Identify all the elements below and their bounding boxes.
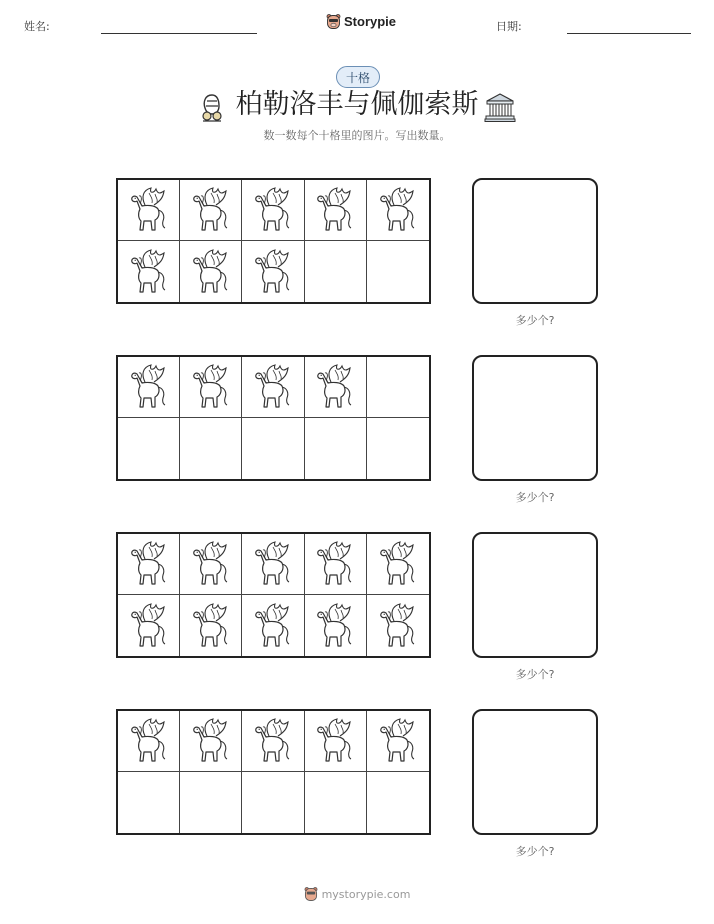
ten-frame-cell	[242, 772, 304, 833]
pegasus-icon	[251, 247, 295, 297]
ten-frame-cell	[305, 595, 367, 656]
ten-frame-cell	[118, 418, 180, 479]
pegasus-icon	[127, 247, 171, 297]
ten-frame-cell	[118, 357, 180, 418]
storypie-mascot-icon	[304, 886, 318, 902]
ten-frame-cell	[242, 711, 304, 772]
name-label: 姓名:	[24, 20, 50, 33]
ten-frame-cell	[242, 180, 304, 241]
pegasus-icon	[251, 716, 295, 766]
ten-frame-cell	[367, 772, 429, 833]
ten-frame-cell	[305, 241, 367, 302]
pegasus-icon	[376, 539, 420, 589]
ten-frame-cell	[242, 241, 304, 302]
pegasus-icon	[127, 362, 171, 412]
pegasus-icon	[189, 716, 233, 766]
pegasus-icon	[376, 601, 420, 651]
ten-frame-cell	[367, 357, 429, 418]
ten-frame-cell	[180, 711, 242, 772]
pegasus-icon	[376, 716, 420, 766]
ten-frame-cell	[180, 357, 242, 418]
date-line[interactable]	[567, 33, 691, 34]
ten-frame-4	[116, 709, 431, 835]
ten-frame-cell	[305, 180, 367, 241]
pegasus-icon	[251, 185, 295, 235]
ten-frame-cell	[118, 241, 180, 302]
pegasus-icon	[127, 601, 171, 651]
pegasus-icon	[189, 539, 233, 589]
ten-frame-cell	[180, 418, 242, 479]
pegasus-icon	[189, 185, 233, 235]
ten-frame-cell	[180, 595, 242, 656]
ten-frame-cell	[305, 711, 367, 772]
pegasus-icon	[251, 362, 295, 412]
pegasus-icon	[127, 539, 171, 589]
answer-box-2[interactable]	[472, 355, 598, 481]
ten-frame-cell	[305, 534, 367, 595]
pegasus-icon	[313, 185, 357, 235]
pegasus-icon	[251, 539, 295, 589]
answer-box-4[interactable]	[472, 709, 598, 835]
how-many-prompt: 多少个?	[515, 314, 555, 327]
ten-frame-cell	[180, 241, 242, 302]
ten-frame-cell	[367, 595, 429, 656]
pegasus-icon	[313, 716, 357, 766]
ten-frame-cell	[118, 534, 180, 595]
name-line[interactable]	[101, 33, 257, 34]
ten-frame-cell	[242, 357, 304, 418]
footer	[0, 886, 714, 902]
ten-frame-cell	[367, 418, 429, 479]
how-many-prompt: 多少个?	[515, 668, 555, 681]
category-badge: 十格	[336, 66, 380, 88]
pegasus-icon	[313, 539, 357, 589]
storypie-logo	[326, 13, 396, 30]
ten-frame-cell	[118, 711, 180, 772]
ten-frame-3	[116, 532, 431, 658]
ten-frame-cell	[118, 595, 180, 656]
answer-box-3[interactable]	[472, 532, 598, 658]
brand-name: Storypie	[344, 14, 397, 29]
ten-frame-cell	[367, 241, 429, 302]
greek-temple-icon	[484, 91, 516, 123]
pegasus-icon	[127, 185, 171, 235]
page-title: 柏勒洛丰与佩伽索斯	[235, 89, 479, 120]
ten-frame-cell	[180, 180, 242, 241]
ten-frame-2	[116, 355, 431, 481]
ten-frame-cell	[367, 180, 429, 241]
ten-frame-cell	[305, 418, 367, 479]
how-many-prompt: 多少个?	[515, 845, 555, 858]
pegasus-icon	[313, 362, 357, 412]
ten-frame-cell	[118, 772, 180, 833]
pegasus-icon	[251, 601, 295, 651]
ten-frame-cell	[242, 595, 304, 656]
storypie-mascot-icon	[326, 13, 341, 30]
date-label: 日期:	[496, 20, 522, 33]
ten-frame-cell	[367, 534, 429, 595]
pegasus-icon	[189, 362, 233, 412]
pegasus-icon	[127, 716, 171, 766]
ten-frame-cell	[242, 534, 304, 595]
instructions: 数一数每个十格里的图片。写出数量。	[263, 129, 451, 142]
pegasus-icon	[189, 247, 233, 297]
how-many-prompt: 多少个?	[515, 491, 555, 504]
ten-frame-1	[116, 178, 431, 304]
ten-frame-cell	[242, 418, 304, 479]
ten-frame-cell	[367, 711, 429, 772]
pegasus-icon	[189, 601, 233, 651]
footer-url: mystorypie.com	[321, 887, 411, 901]
ten-frame-cell	[180, 534, 242, 595]
answer-box-1[interactable]	[472, 178, 598, 304]
pegasus-icon	[313, 601, 357, 651]
pegasus-icon	[376, 185, 420, 235]
ten-frame-cell	[305, 772, 367, 833]
ten-frame-cell	[305, 357, 367, 418]
ten-frame-cell	[180, 772, 242, 833]
ten-frame-cell	[118, 180, 180, 241]
